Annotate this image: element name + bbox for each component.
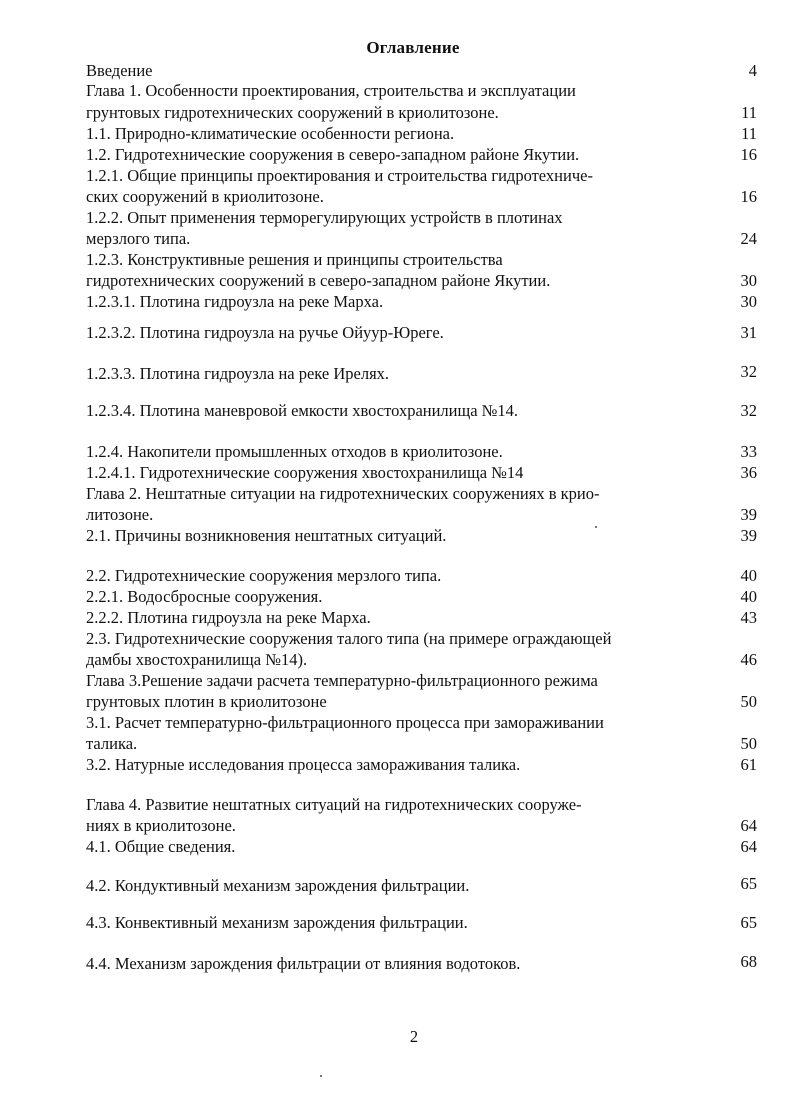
- toc-page-number: 40: [740, 566, 757, 585]
- toc-line: 1.2.1. Общие принципы проектирования и строительства гидротехниче-: [86, 166, 593, 185]
- toc-line: 1.2. Гидротехнические сооружения в северо-западном районе Якутии.: [86, 145, 580, 164]
- toc-page-number: 50: [740, 734, 757, 753]
- toc-page-number: 24: [740, 229, 757, 248]
- toc-page-number: 4: [748, 61, 757, 80]
- toc-line: грунтовых гидротехнических сооружений в криолитозоне.: [86, 103, 499, 122]
- toc-page-number: 39: [740, 505, 757, 524]
- toc-line: Глава 2. Нештатные ситуации на гидротехнических сооружениях в крио-: [86, 484, 600, 503]
- toc-line: дамбы хвостохранилища №14).: [86, 650, 308, 669]
- toc-line: Глава 3.Решение задачи расчета температурно-фильтрационного режима: [86, 671, 598, 690]
- toc-page-number: 32: [740, 401, 757, 420]
- toc-line: 1.2.3.2. Плотина гидроузла на ручье Ойуур-Юреге.: [86, 323, 444, 342]
- toc-page-number: 16: [740, 145, 757, 164]
- toc-line: 3.1. Расчет температурно-фильтрационного процесса при замораживании: [86, 713, 604, 732]
- toc-line: литозоне.: [86, 505, 154, 524]
- toc-page-number: 50: [740, 692, 757, 711]
- toc-page-number: 39: [740, 526, 757, 545]
- toc-page-number: 31: [740, 323, 757, 342]
- toc-page-number: 65: [740, 913, 757, 932]
- toc-line: 2.2.1. Водосбросные сооружения.: [86, 587, 323, 606]
- page-number: 2: [409, 1027, 419, 1046]
- toc-line: ских сооружений в криолитозоне.: [86, 187, 324, 206]
- toc-page-number: 30: [740, 271, 757, 290]
- toc-page-number: 64: [740, 816, 757, 835]
- toc-line: гидротехнических сооружений в северо-западном районе Якутии.: [86, 271, 551, 290]
- toc-line: 2.2.2. Плотина гидроузла на реке Марха.: [86, 608, 371, 627]
- toc-line: 2.3. Гидротехнические сооружения талого типа (на примере ограждающей: [86, 629, 612, 648]
- toc-page-number: 64: [740, 837, 757, 856]
- toc-line: 1.2.3.1. Плотина гидроузла на реке Марха.: [86, 292, 384, 311]
- toc-page-number: 36: [740, 463, 757, 482]
- toc-line: 3.2. Натурные исследования процесса замораживания талика.: [86, 755, 521, 774]
- toc-page-number: 33: [740, 442, 757, 461]
- scan-speck: [320, 1075, 322, 1077]
- toc-page-number: 32: [740, 362, 757, 381]
- toc-line: 4.1. Общие сведения.: [86, 837, 236, 856]
- toc-line: 4.2. Кондуктивный механизм зарождения фильтрации.: [86, 876, 470, 895]
- toc-line: Глава 4. Развитие нештатных ситуаций на гидротехнических сооруже-: [86, 795, 582, 814]
- toc-line: 2.1. Причины возникновения нештатных ситуаций.: [86, 526, 447, 545]
- toc-page-number: 40: [740, 587, 757, 606]
- toc-line: 1.2.3. Конструктивные решения и принципы строительства: [86, 250, 503, 269]
- toc-page-number: 16: [740, 187, 757, 206]
- toc-page-number: 11: [741, 124, 757, 143]
- toc-line: 1.2.4.1. Гидротехнические сооружения хвостохранилища №14: [86, 463, 524, 482]
- toc-line: 1.2.3.3. Плотина гидроузла на реке Ирелях.: [86, 364, 390, 383]
- toc-line: 1.2.4. Накопители промышленных отходов в криолитозоне.: [86, 442, 503, 461]
- toc-line: 1.1. Природно-климатические особенности региона.: [86, 124, 455, 143]
- toc-line: мерзлого типа.: [86, 229, 191, 248]
- toc-title: Оглавление: [366, 38, 460, 57]
- toc-page-number: 11: [741, 103, 757, 122]
- toc-line: грунтовых плотин в криолитозоне: [86, 692, 327, 711]
- toc-page-number: 61: [740, 755, 757, 774]
- toc-line: 2.2. Гидротехнические сооружения мерзлого типа.: [86, 566, 442, 585]
- toc-line: Введение: [86, 61, 153, 80]
- toc-line: ниях в криолитозоне.: [86, 816, 236, 835]
- toc-page-number: 46: [740, 650, 757, 669]
- scan-speck: [595, 526, 597, 528]
- toc-line: 1.2.2. Опыт применения терморегулирующих устройств в плотинах: [86, 208, 563, 227]
- toc-page-number: 30: [740, 292, 757, 311]
- toc-page-number: 68: [740, 952, 757, 971]
- toc-page-number: 65: [740, 874, 757, 893]
- toc-line: 4.3. Конвективный механизм зарождения фильтрации.: [86, 913, 468, 932]
- toc-line: 1.2.3.4. Плотина маневровой емкости хвостохранилища №14.: [86, 401, 519, 420]
- toc-page-number: 43: [740, 608, 757, 627]
- toc-line: Глава 1. Особенности проектирования, строительства и эксплуатации: [86, 81, 576, 100]
- toc-line: 4.4. Механизм зарождения фильтрации от влияния водотоков.: [86, 954, 521, 973]
- toc-line: талика.: [86, 734, 138, 753]
